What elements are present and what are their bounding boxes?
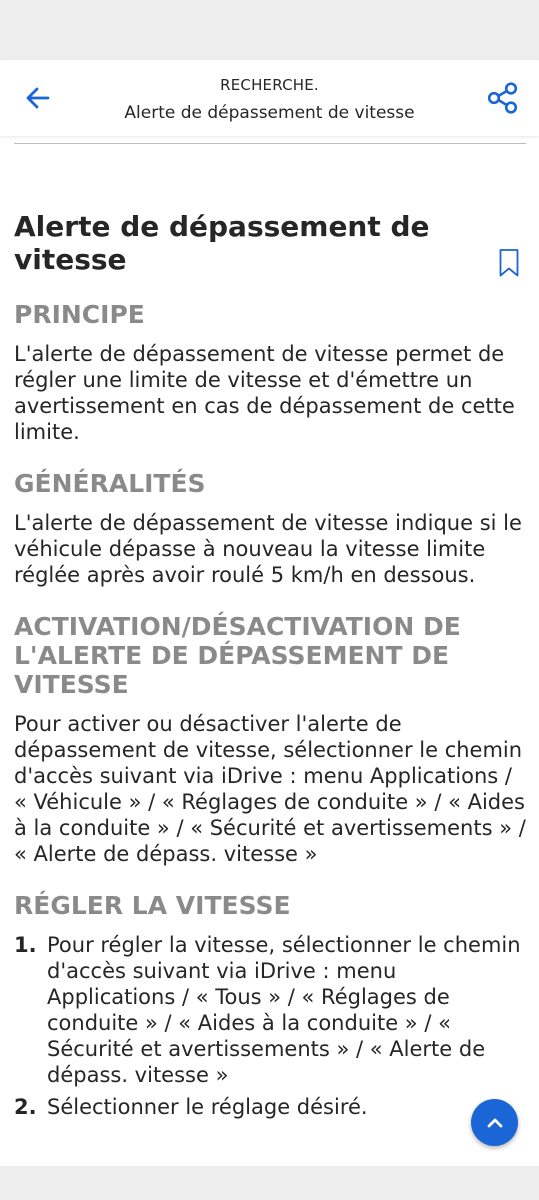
section-heading-regler: RÉGLER LA VITESSE: [14, 891, 291, 920]
article-content[interactable]: [0, 144, 539, 1166]
step-text: Sélectionner le réglage désiré.: [47, 1095, 368, 1119]
section-heading-principe: PRINCIPE: [14, 300, 145, 329]
app-header: [0, 60, 539, 136]
step-number: 1.: [14, 933, 37, 957]
section-heading-activation: ACTIVATION/DÉSACTIVATION DE L'ALERTE DE DÉPASSEMENT DE VITESSE: [14, 612, 461, 699]
header-title: Alerte de dépassement de vitesse: [124, 103, 415, 123]
steps-list: [14, 932, 526, 1120]
section-text-generalites: L'alerte de dépassement de vitesse indique si le véhicule dépasse à nouveau la vitesse limite réglée après avoir roulé 5 km/h en dessous.: [14, 511, 522, 587]
bookmark-icon: [498, 248, 520, 278]
article-title: Alerte de dépassement de vitesse: [14, 210, 430, 276]
header-titles: [70, 74, 469, 126]
status-bar: [0, 0, 539, 60]
article: [14, 210, 526, 1126]
step-item: [14, 932, 526, 1088]
arrow-left-icon: [24, 84, 52, 112]
step-number: 2.: [14, 1095, 37, 1119]
navigation-bar: [0, 1166, 539, 1200]
section-text-activation: Pour activer ou désactiver l'alerte de dépassement de vitesse, sélectionner le chemin d'accès suivant via iDrive : menu Applications / « Véhicule » / « Réglages de conduite » / « Aides à la conduite » / « Sécurité et avertissements » / « Alerte de dépass. vitesse »: [14, 712, 526, 866]
section-text-principe: L'alerte de dépassement de vitesse permet de régler une limite de vitesse et d'émettre un avertissement en cas de dépassement de cette limite.: [14, 342, 515, 444]
chevron-up-icon: [484, 1112, 506, 1134]
step-item: [14, 1094, 526, 1120]
scroll-to-top-button[interactable]: [471, 1099, 518, 1146]
back-button[interactable]: [18, 80, 58, 116]
header-kicker: RECHERCHE.: [220, 76, 319, 94]
step-text: Pour régler la vitesse, sélectionner le chemin d'accès suivant via iDrive : menu Applications / « Tous » / « Réglages de conduite » / « Aides à la conduite » / « Sécurité et avertissements » / « Alerte de dépass. vitesse »: [47, 933, 521, 1087]
share-button[interactable]: [483, 78, 523, 118]
bookmark-button[interactable]: [498, 248, 520, 278]
share-icon: [486, 81, 520, 115]
section-heading-generalites: GÉNÉRALITÉS: [14, 469, 206, 498]
